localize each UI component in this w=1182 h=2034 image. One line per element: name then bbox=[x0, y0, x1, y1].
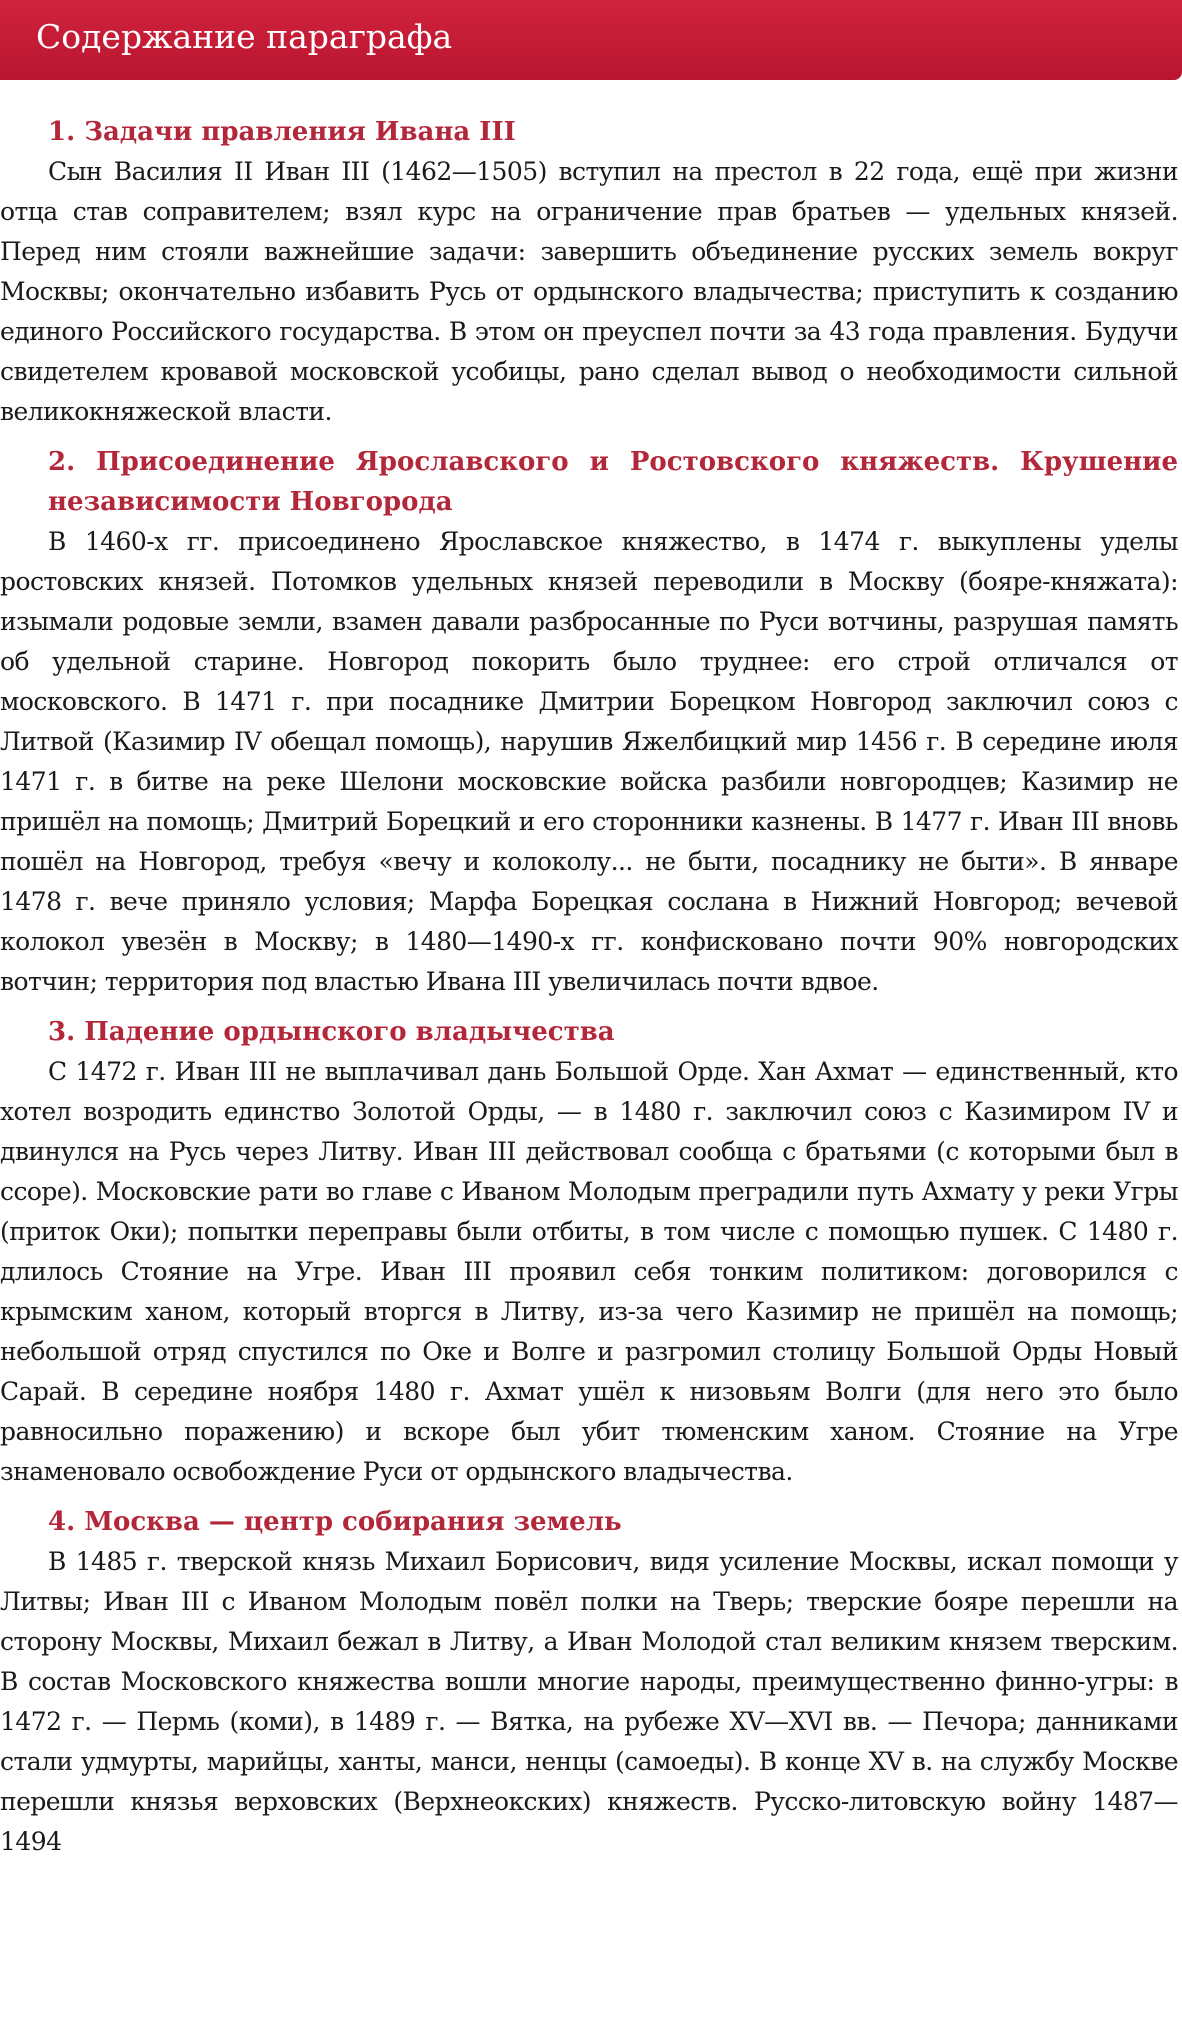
section-text-4: В 1485 г. тверской князь Михаил Борисович, видя усиление Москвы, искал помощи у Литвы; Иван III с Иваном Молодым повёл полки на Тверь; тверские бояре перешли на сторону Москвы, Михаил бежал в Литву, а Иван Молодой стал великим князем тверским. В состав Московского княжества вошли многие народы, преимущественно финно-угры: в 1472 г. — Пермь (коми), в 1489 г. — Вятка, на рубеже XV—XVI вв. — Печора; данниками стали удмурты, марийцы, ханты, манси, ненцы (самоеды). В конце XV в. на службу Москве перешли князья верховских (Верхнеокских) княжеств. Русско-литовскую войну 1487—1494 bbox=[0, 1547, 1178, 1856]
section-text-1: Сын Василия II Иван III (1462—1505) вступил на престол в 22 года, ещё при жизни отца став соправителем; взял курс на ограничение прав братьев — удельных князей. Перед ним стояли важнейшие задачи: завершить объединение русских земель вокруг Москвы; окончательно избавить Русь от ордынского владычества; приступить к созданию единого Российского государства. В этом он преуспел почти за 43 года правления. Будучи свидетелем кровавой московской усобицы, рано сделал вывод о необходимости сильной великокняжеской власти. bbox=[0, 157, 1178, 426]
section-header-title: Содержание параграфа bbox=[36, 17, 453, 56]
section-text-3: С 1472 г. Иван III не выплачивал дань Большой Орде. Хан Ахмат — единственный, кто хотел возродить единство Золотой Орды, — в 1480 г. заключил союз с Казимиром IV и двинулся на Русь через Литву. Иван III действовал сообща с братьями (с которыми был в ссоре). Московские рати во главе с Иваном Молодым преградили путь Ахмату у реки Угры (приток Оки); попытки переправы были отбиты, в том числе с помощью пушек. С 1480 г. длилось Стояние на Угре. Иван III проявил себя тонким политиком: договорился с крымским ханом, который вторгся в Литву, из-за чего Казимир не пришёл на помощь; небольшой отряд спустился по Оке и Волге и разгромил столицу Большой Орды Новый Сарай. В середине ноября 1480 г. Ахмат ушёл к низовьям Волги (для него это было равносильно поражению) и вскоре был убит тюменским ханом. Стояние на Угре знаменовало освобождение Руси от ордынского владычества. bbox=[0, 1057, 1178, 1486]
section-header-bar bbox=[0, 0, 1182, 80]
section-text-2: В 1460-х гг. присоединено Ярославское княжество, в 1474 г. выкуплены уделы ростовских князей. Потомков удельных князей переводили в Москву (бояре-княжата): изымали родовые земли, взамен давали разбросанные по Руси вотчины, разрушая память об удельной старине. Новгород покорить было труднее: его строй отличался от московского. В 1471 г. при посаднике Дмитрии Борецком Новгород заключил союз с Литвой (Казимир IV обещал помощь), нарушив Яжелбицкий мир 1456 г. В середине июля 1471 г. в битве на реке Шелони московские войска разбили новгородцев; Казимир не пришёл на помощь; Дмитрий Борецкий и его сторонники казнены. В 1477 г. Иван III вновь пошёл на Новгород, требуя «вечу и колоколу... не быти, посаднику не быти». В январе 1478 г. вече приняло условия; Марфа Борецкая сослана в Нижний Новгород; вечевой колокол увезён в Москву; в 1480—1490-х гг. конфисковано почти 90% новгородских вотчин; территория под властью Ивана III увеличилась почти вдвое. bbox=[0, 527, 1178, 996]
section-heading-4: 4. Москва — центр собирания земель bbox=[48, 1507, 622, 1537]
section-heading-3: 3. Падение ордынского владычества bbox=[48, 1017, 615, 1047]
section-heading-2: 2. Присоединение Ярославского и Ростовского княжеств. Крушение независимости Новгорода bbox=[48, 447, 1178, 517]
paragraph-content bbox=[0, 112, 1182, 1872]
section-heading-1: 1. Задачи правления Ивана III bbox=[48, 117, 516, 147]
